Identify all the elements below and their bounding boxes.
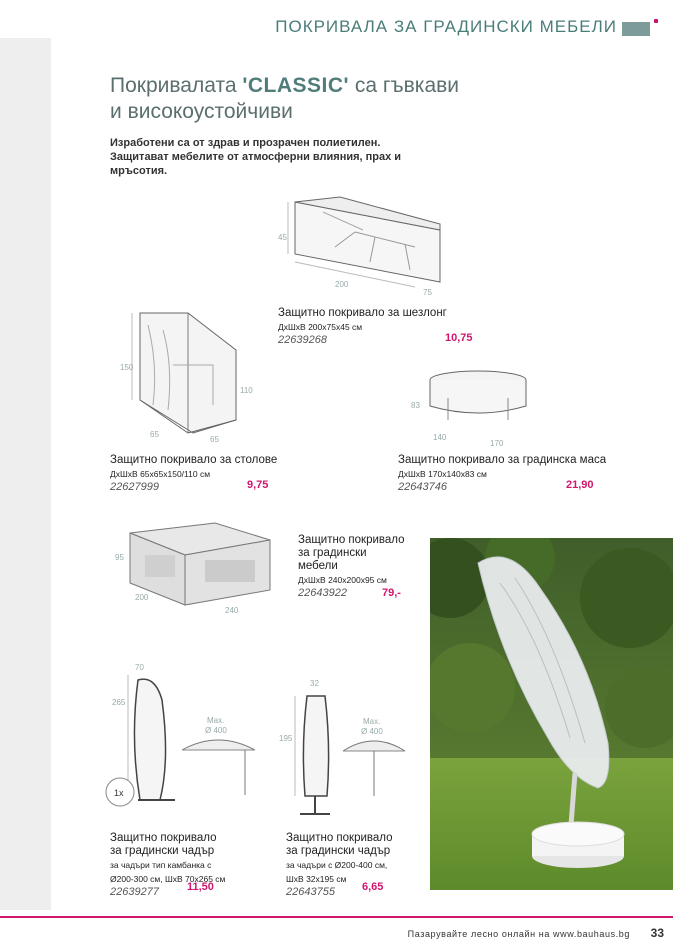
brand-name: 'CLASSIC' <box>242 74 350 97</box>
footer-website-text: Пазарувайте лесно онлайн на www.bauhaus.bg <box>407 929 630 939</box>
page-headline: Покривалата 'CLASSIC' са гъвкави и високоустойчиви <box>110 74 460 123</box>
furniture-cover-sketch <box>110 515 285 625</box>
price-table: 21,90 <box>566 479 594 491</box>
price-chairs: 9,75 <box>247 479 269 491</box>
dim-label: 75 <box>423 288 432 297</box>
umbrella-bell-cover-sketch <box>100 660 270 820</box>
section-title: ПОКРИВАЛА ЗА ГРАДИНСКИ МЕБЕЛИ <box>275 17 617 36</box>
dim-label: 195 <box>279 734 293 743</box>
dim-label: 240 <box>225 606 239 615</box>
dim-label: Max. <box>207 716 225 725</box>
umbrella-cover-photo <box>430 538 673 890</box>
footer-divider <box>0 916 673 918</box>
dim-label: 83 <box>411 401 420 410</box>
product-table: Защитно покривало за градинска маса ДхШхВ 170x140x83 см 22643746 <box>398 454 607 493</box>
header-dot <box>654 19 658 23</box>
product-lounger: Защитно покривало за шезлонг ДхШхВ 200x75x45 см 22639268 <box>278 307 447 346</box>
dim-label: 65 <box>150 430 159 439</box>
dim-label: 95 <box>115 553 124 562</box>
page-number: 33 <box>650 926 664 940</box>
price-umbrella-bell: 11,50 <box>187 881 214 893</box>
dim-label: 45 <box>278 233 287 242</box>
price-umbrella: 6,65 <box>362 881 384 893</box>
dim-label: 170 <box>490 439 504 448</box>
dim-label: 150 <box>120 363 134 372</box>
dim-label: Ø 400 <box>205 726 227 735</box>
product-umbrella-bell: Защитно покривало за градински чадър за чадъри тип камбанка с Ø200-300 см, ШхВ 70x265 см 22639277 <box>110 832 226 898</box>
product-chairs: Защитно покривало за столове ДхШхВ 65x65x150/110 см 22627999 <box>110 454 278 493</box>
header-accent-box <box>622 22 650 36</box>
dim-label: 200 <box>135 593 149 602</box>
umbrella-cover-sketch <box>275 676 425 821</box>
table-cover-sketch <box>408 368 538 448</box>
dim-label: 70 <box>135 663 144 672</box>
quantity-label: 1x <box>114 788 124 798</box>
dim-label: 265 <box>112 698 126 707</box>
product-furniture: Защитно покривало за градински мебели ДхШхВ 240x200x95 см 22643922 <box>298 534 405 599</box>
intro-text: Изработени са от здрав и прозрачен полиетилен. Защитават мебелите от атмосферни влияния, прах и мръсотия. <box>110 137 402 177</box>
product-umbrella: Защитно покривало за градински чадър за чадъри с Ø200-400 см, ШхВ 32x195 см 22643755 <box>286 832 393 898</box>
price-furniture: 79,- <box>382 587 401 599</box>
chairs-cover-sketch <box>118 305 258 445</box>
dim-label: Ø 400 <box>361 727 383 736</box>
dim-label: 110 <box>240 386 253 395</box>
dim-label: 32 <box>310 679 319 688</box>
dim-label: 65 <box>210 435 219 444</box>
lounger-cover-sketch <box>275 192 450 302</box>
dim-label: 140 <box>433 433 447 442</box>
dim-label: 200 <box>335 280 349 289</box>
price-lounger: 10,75 <box>445 332 473 344</box>
left-margin-bar <box>0 38 51 910</box>
dim-label: Max. <box>363 717 381 726</box>
